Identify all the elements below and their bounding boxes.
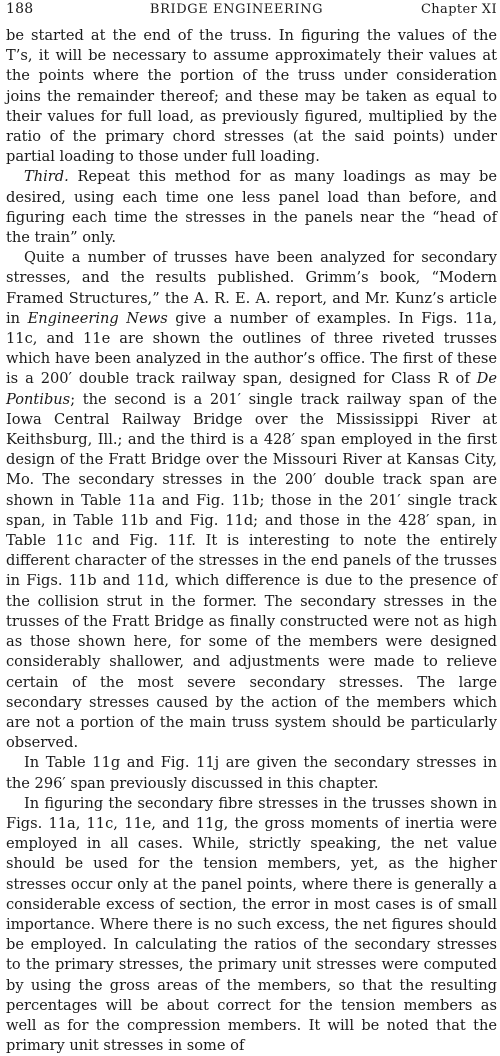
running-title: BRIDGE ENGINEERING xyxy=(149,2,324,17)
text-segment: Repeat this method for as many loadings as may be desired, using each time one less panel load than before, and figuring each time the stresses in the panels near the “head of the train” only. xyxy=(6,168,497,247)
paragraph-p4 xyxy=(6,753,497,793)
text-segment: In Table 11g and Fig. 11j are given the secondary stresses in the 296′ span previously discussed in this chapter. xyxy=(6,754,497,792)
paragraph-p3 xyxy=(6,248,497,753)
page-number: 188 xyxy=(6,1,34,17)
text-segment: In figuring the secondary fibre stresses in the trusses shown in Figs. 11a, 11c, 11e, and 11g, the gross moments of inertia were employed in all cases. While, strictly speaking, the net value should be used for the tension members, yet, as the higher stresses occur only at the panel points, where there is generally a considerable excess of section, the error in most cases is of small importance. Where there is no such excess, the net figures should be employed. In calculating the ratios of the secondary stresses to the primary stresses, the primary unit stresses were computed by using the gross areas of the members, so that the resulting percentages will be about correct for the tension members as well as for the compression members. It will be noted that the primary unit stresses in some of xyxy=(6,794,497,1055)
italic-text: Engineering News xyxy=(27,309,168,327)
body-text xyxy=(6,26,497,1056)
paragraph-p5 xyxy=(6,794,497,1056)
italic-text: De Pontibus xyxy=(6,370,497,408)
text-segment: be started at the end of the truss. In figuring the values of the T’s, it will be necessary to assume approximately their values at the points where the portion of the truss under consideration joins the remainder thereof; and these may be taken as equal to their values for full load, as previously figured, multiplied by the ratio of the primary chord stresses (at the said points) under partial loading to those under full loading. xyxy=(6,27,497,166)
text-segment: give a number of examples. In Figs. 11a, 11c, and 11e are shown the outlines of three riveted trusses which have been analyzed in the author’s office. The first of these is a 200′ double track railway span, designed for Class R of xyxy=(6,309,497,388)
paragraph-p2 xyxy=(6,167,497,248)
italic-text: Third. xyxy=(24,168,69,186)
chapter-label: Chapter XI xyxy=(420,2,497,17)
text-segment: Quite a number of trusses have been analyzed for secondary stresses, and the results published. Grimm’s book, “Modern Framed Structures,” the A. R. E. A. report, and Mr. Kunz’s article in xyxy=(6,249,497,327)
paragraph-p1 xyxy=(6,26,497,167)
running-head xyxy=(6,0,497,22)
text-segment: ; the second is a 201′ single track railway span of the Iowa Central Railway Bridge over the Mississippi River at Keithsburg, Ill.; and the third is a 428′ span employed in the first design of the Fratt Bridge over the Missouri River at Kansas City, Mo. The secondary stresses in the 200′ double track span are shown in Table 11a and Fig. 11b; those in the 201′ single track span, in Table 11b and Fig. 11d; and those in the 428′ span, in Table 11c and Fig. 11f. It is interesting to note the entirely different character of the stresses in the end panels of the trusses in Figs. 11b and 11d, which difference is due to the presence of the collision strut in the former. The secondary stresses in the trusses of the Fratt Bridge as finally constructed were not as high as those shown here, for some of the members were designed considerably shallower, and adjustments were made to relieve certain of the most severe secondary stresses. The large secondary stresses caused by the action of the members which are not a portion of the main truss system should be particularly observed. xyxy=(6,390,497,752)
